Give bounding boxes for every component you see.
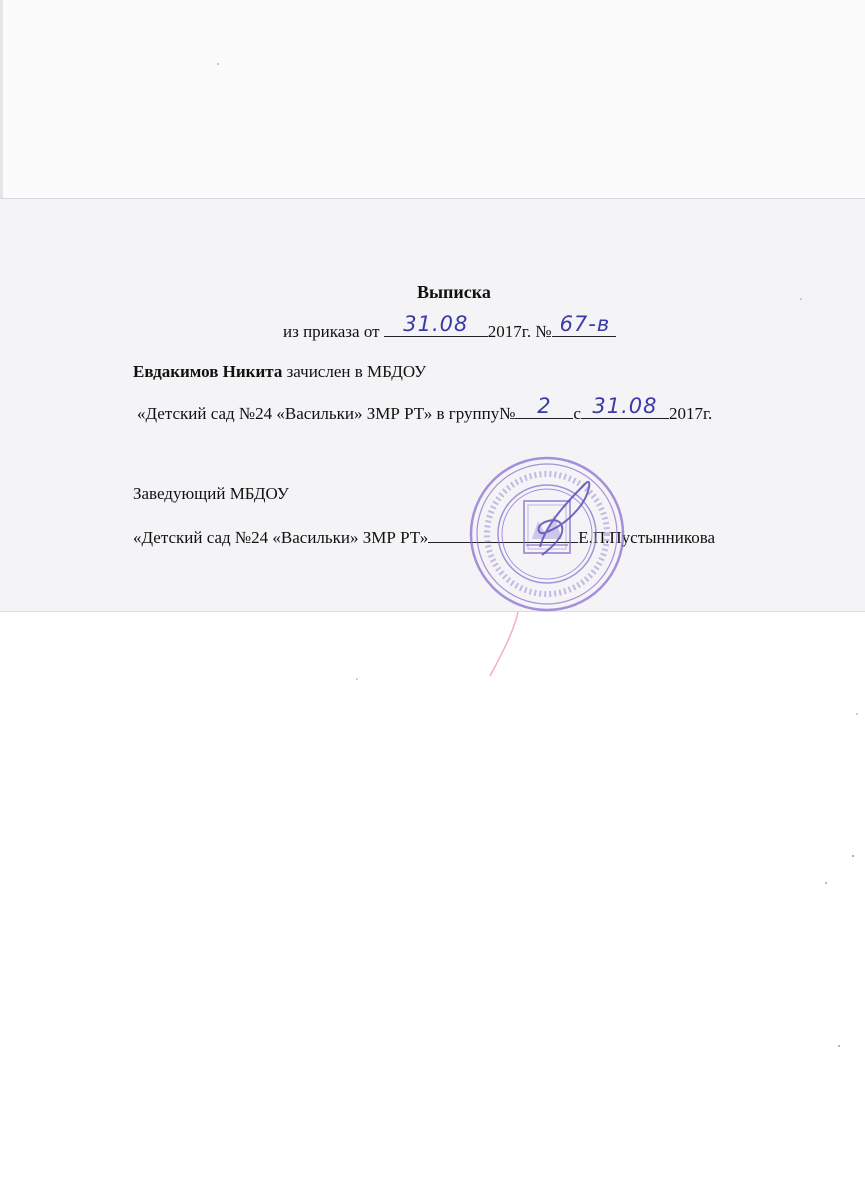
signatory-position: Заведующий МБДОУ [133, 484, 289, 503]
order-number-blank [552, 312, 616, 337]
student-name: Евдакимов Никита [133, 362, 283, 381]
document-title: Выписка [417, 282, 491, 302]
order-date-handwritten: 31.08 [403, 312, 469, 336]
scan-background-top [0, 0, 865, 198]
scan-speck [856, 713, 858, 715]
scan-speck [825, 882, 827, 884]
signatory-organization: «Детский сад №24 «Васильки» ЗМР РТ» [133, 528, 429, 547]
student-status: зачислен в МБДОУ [286, 362, 427, 381]
group-suffix: 2017г. [668, 404, 713, 423]
student-line [133, 362, 426, 382]
scan-speck [217, 63, 219, 65]
order-line [283, 312, 616, 342]
order-date-blank [384, 312, 488, 337]
signatory-name: Е.П.Пустынникова [578, 528, 716, 547]
order-year-text: 2017г. № [487, 322, 552, 341]
group-middle: с [573, 404, 581, 423]
scan-speck [800, 298, 802, 300]
group-date-blank [581, 394, 669, 419]
group-number-blank [515, 394, 573, 419]
order-prefix: из приказа от [283, 322, 380, 341]
round-seal-icon [468, 455, 626, 613]
group-number-handwritten: 2 [537, 394, 552, 418]
scan-speck [852, 855, 854, 857]
order-number-handwritten: 67-в [559, 312, 611, 336]
ink-mark [480, 610, 540, 680]
group-line [137, 394, 713, 424]
group-date-handwritten: 31.08 [592, 394, 658, 418]
scan-speck [356, 678, 358, 680]
scan-speck [838, 1045, 840, 1047]
scan-edge [0, 0, 3, 198]
signature-line [133, 524, 715, 548]
group-prefix: «Детский сад №24 «Васильки» ЗМР РТ» в группу№ [137, 404, 516, 423]
